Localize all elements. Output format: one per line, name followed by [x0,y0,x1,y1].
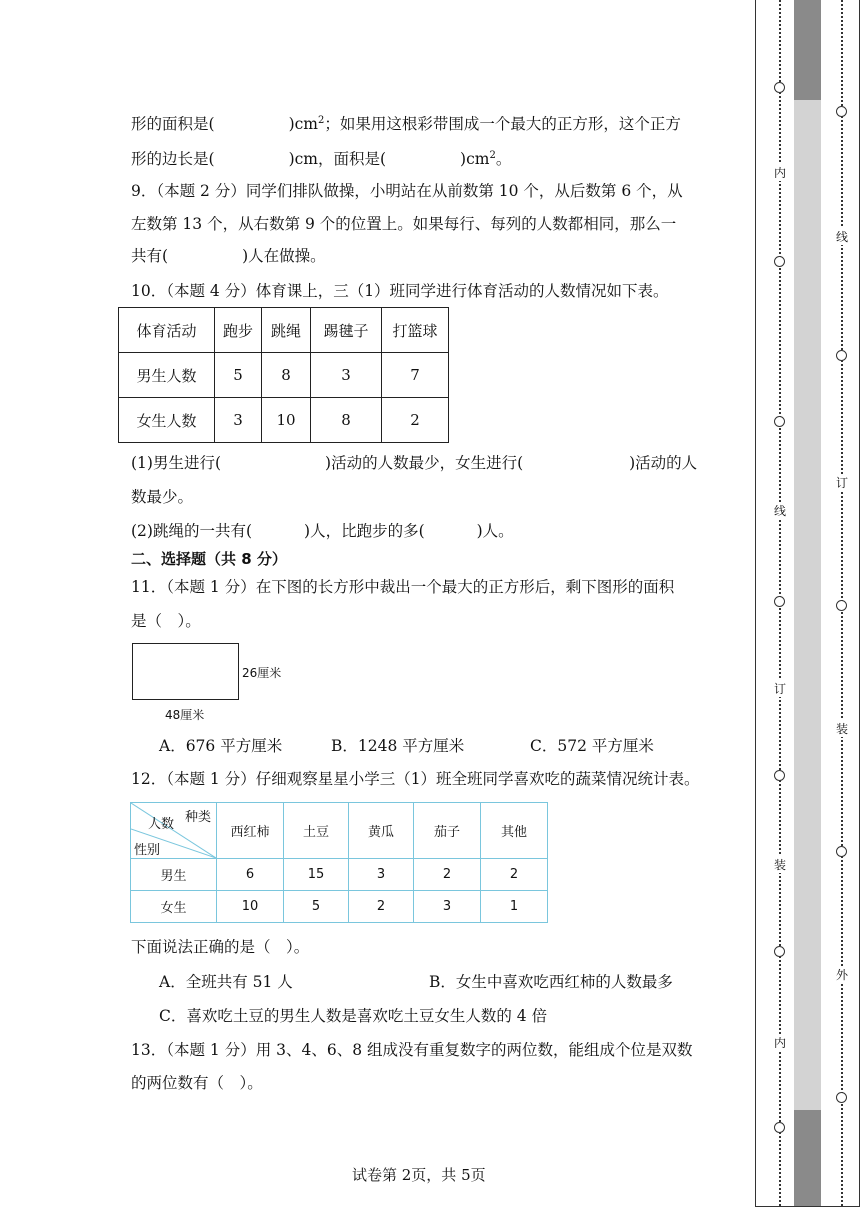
margin-label-inner: 订 [774,682,787,696]
table-header: 跳绳 [262,308,311,353]
margin-label-outer: 装 [836,722,849,736]
q10-part1-line2: 数最少。 [131,488,194,506]
height-label: 26厘米 [242,666,282,680]
table-cell: 3 [349,859,414,891]
table-row [131,891,548,923]
q12-option-b[interactable]: B．女生中喜欢吃西红柿的人数最多 [429,973,673,991]
table-header: 西红柿 [217,803,284,859]
table-cell: 8 [311,398,382,443]
table-cell: 2 [414,859,481,891]
table-header: 踢毽子 [311,308,382,353]
q12-option-c[interactable]: C．喜欢吃土豆的男生人数是喜欢吃土豆女生人数的 4 倍 [159,1007,548,1025]
margin-label-outer: 外 [836,968,849,982]
table-cell: 10 [217,891,284,923]
table-row [131,803,548,859]
q9-line1: 9．（本题 2 分）同学们排队做操，小明站在从前数第 10 个，从后数第 6 个，从 [131,182,683,200]
table-header: 其他 [481,803,548,859]
margin-label-outer: 订 [836,476,849,490]
q13-line2: 的两位数有（ ）。 [131,1074,263,1092]
table-header: 体育活动 [119,308,215,353]
table-cell: 5 [215,353,262,398]
q11-line2: 是（ ）。 [131,612,201,630]
table-header: 打篮球 [382,308,449,353]
table-row [119,353,449,398]
table-cell: 5 [284,891,349,923]
q11-option-c[interactable]: C．572 平方厘米 [530,737,654,755]
table-cell: 女生 [131,891,217,923]
q11-line1: 11．（本题 1 分）在下图的长方形中裁出一个最大的正方形后，剩下图形的面积 [131,578,675,596]
width-label: 48厘米 [165,708,205,722]
table-cell: 2 [481,859,548,891]
q10-part1-line1: (1)男生进行( )活动的人数最少，女生进行( )活动的人 [131,454,698,472]
margin-label-inner: 装 [774,858,787,872]
table-corner-cell [131,803,217,859]
q11-option-a[interactable]: A．676 平方厘米 [159,737,283,755]
table-header: 茄子 [414,803,481,859]
section-title: 二、选择题（共 8 分） [131,550,287,568]
margin-label-outer: 线 [836,230,849,244]
q9-line3: 共有( )人在做操。 [131,247,326,265]
margin-frame [755,0,860,1207]
q13-line1: 13．（本题 1 分）用 3、4、6、8 组成没有重复数字的两位数，能组成个位是双数 [131,1041,693,1059]
q8-line1: 形的面积是( )$cm^2$；如果用这根彩带围成一个最大的正方形，这个正方 [131,115,681,134]
q10-stem: 10．（本题 4 分）体育课上，三（1）班同学进行体育活动的人数情况如下表。 [131,282,669,300]
q12-option-a[interactable]: A．全班共有 51 人 [159,973,293,991]
table-header: 黄瓜 [349,803,414,859]
table-row [131,859,548,891]
table-header: 跑步 [215,308,262,353]
table-cell: 女生人数 [119,398,215,443]
binding-margin [755,0,860,1216]
page-footer: 试卷第 2页，共 5页 [352,1166,486,1184]
corner-label-bottom: 性别 [134,843,161,858]
q12-stem: 12．（本题 1 分）仔细观察星星小学三（1）班全班同学喜欢吃的蔬菜情况统计表。 [131,770,700,788]
table-header: 土豆 [284,803,349,859]
table-cell: 3 [215,398,262,443]
corner-label-top: 种类 [184,810,211,825]
table-cell: 男生 [131,859,217,891]
q8-line2: 形的边长是( )cm，面积是( )$cm^2$。 [131,150,512,169]
table-cell: 男生人数 [119,353,215,398]
table-cell: 3 [311,353,382,398]
margin-label-inner: 内 [774,166,787,180]
corner-label-mid: 人数 [148,817,175,832]
q10-part2: (2)跳绳的一共有( )人，比跑步的多( )人。 [131,522,514,540]
table-cell: 6 [217,859,284,891]
rectangle-figure [132,643,239,700]
table-cell: 10 [262,398,311,443]
table-cell: 8 [262,353,311,398]
table-row [119,398,449,443]
margin-label-inner: 内 [774,1036,787,1050]
q11-option-b[interactable]: B．1248 平方厘米 [331,737,465,755]
table-cell: 7 [382,353,449,398]
q9-line2: 左数第 13 个，从右数第 9 个的位置上。如果每行、每列的人数都相同，那么一 [131,215,677,233]
table-cell: 1 [481,891,548,923]
table-cell: 2 [349,891,414,923]
table-cell: 3 [414,891,481,923]
vegetable-table [130,802,548,923]
sports-table [118,307,449,443]
table-cell: 15 [284,859,349,891]
table-cell: 2 [382,398,449,443]
q12-prompt: 下面说法正确的是（ ）。 [131,938,310,956]
table-row [119,308,449,353]
margin-label-inner: 线 [774,504,787,518]
